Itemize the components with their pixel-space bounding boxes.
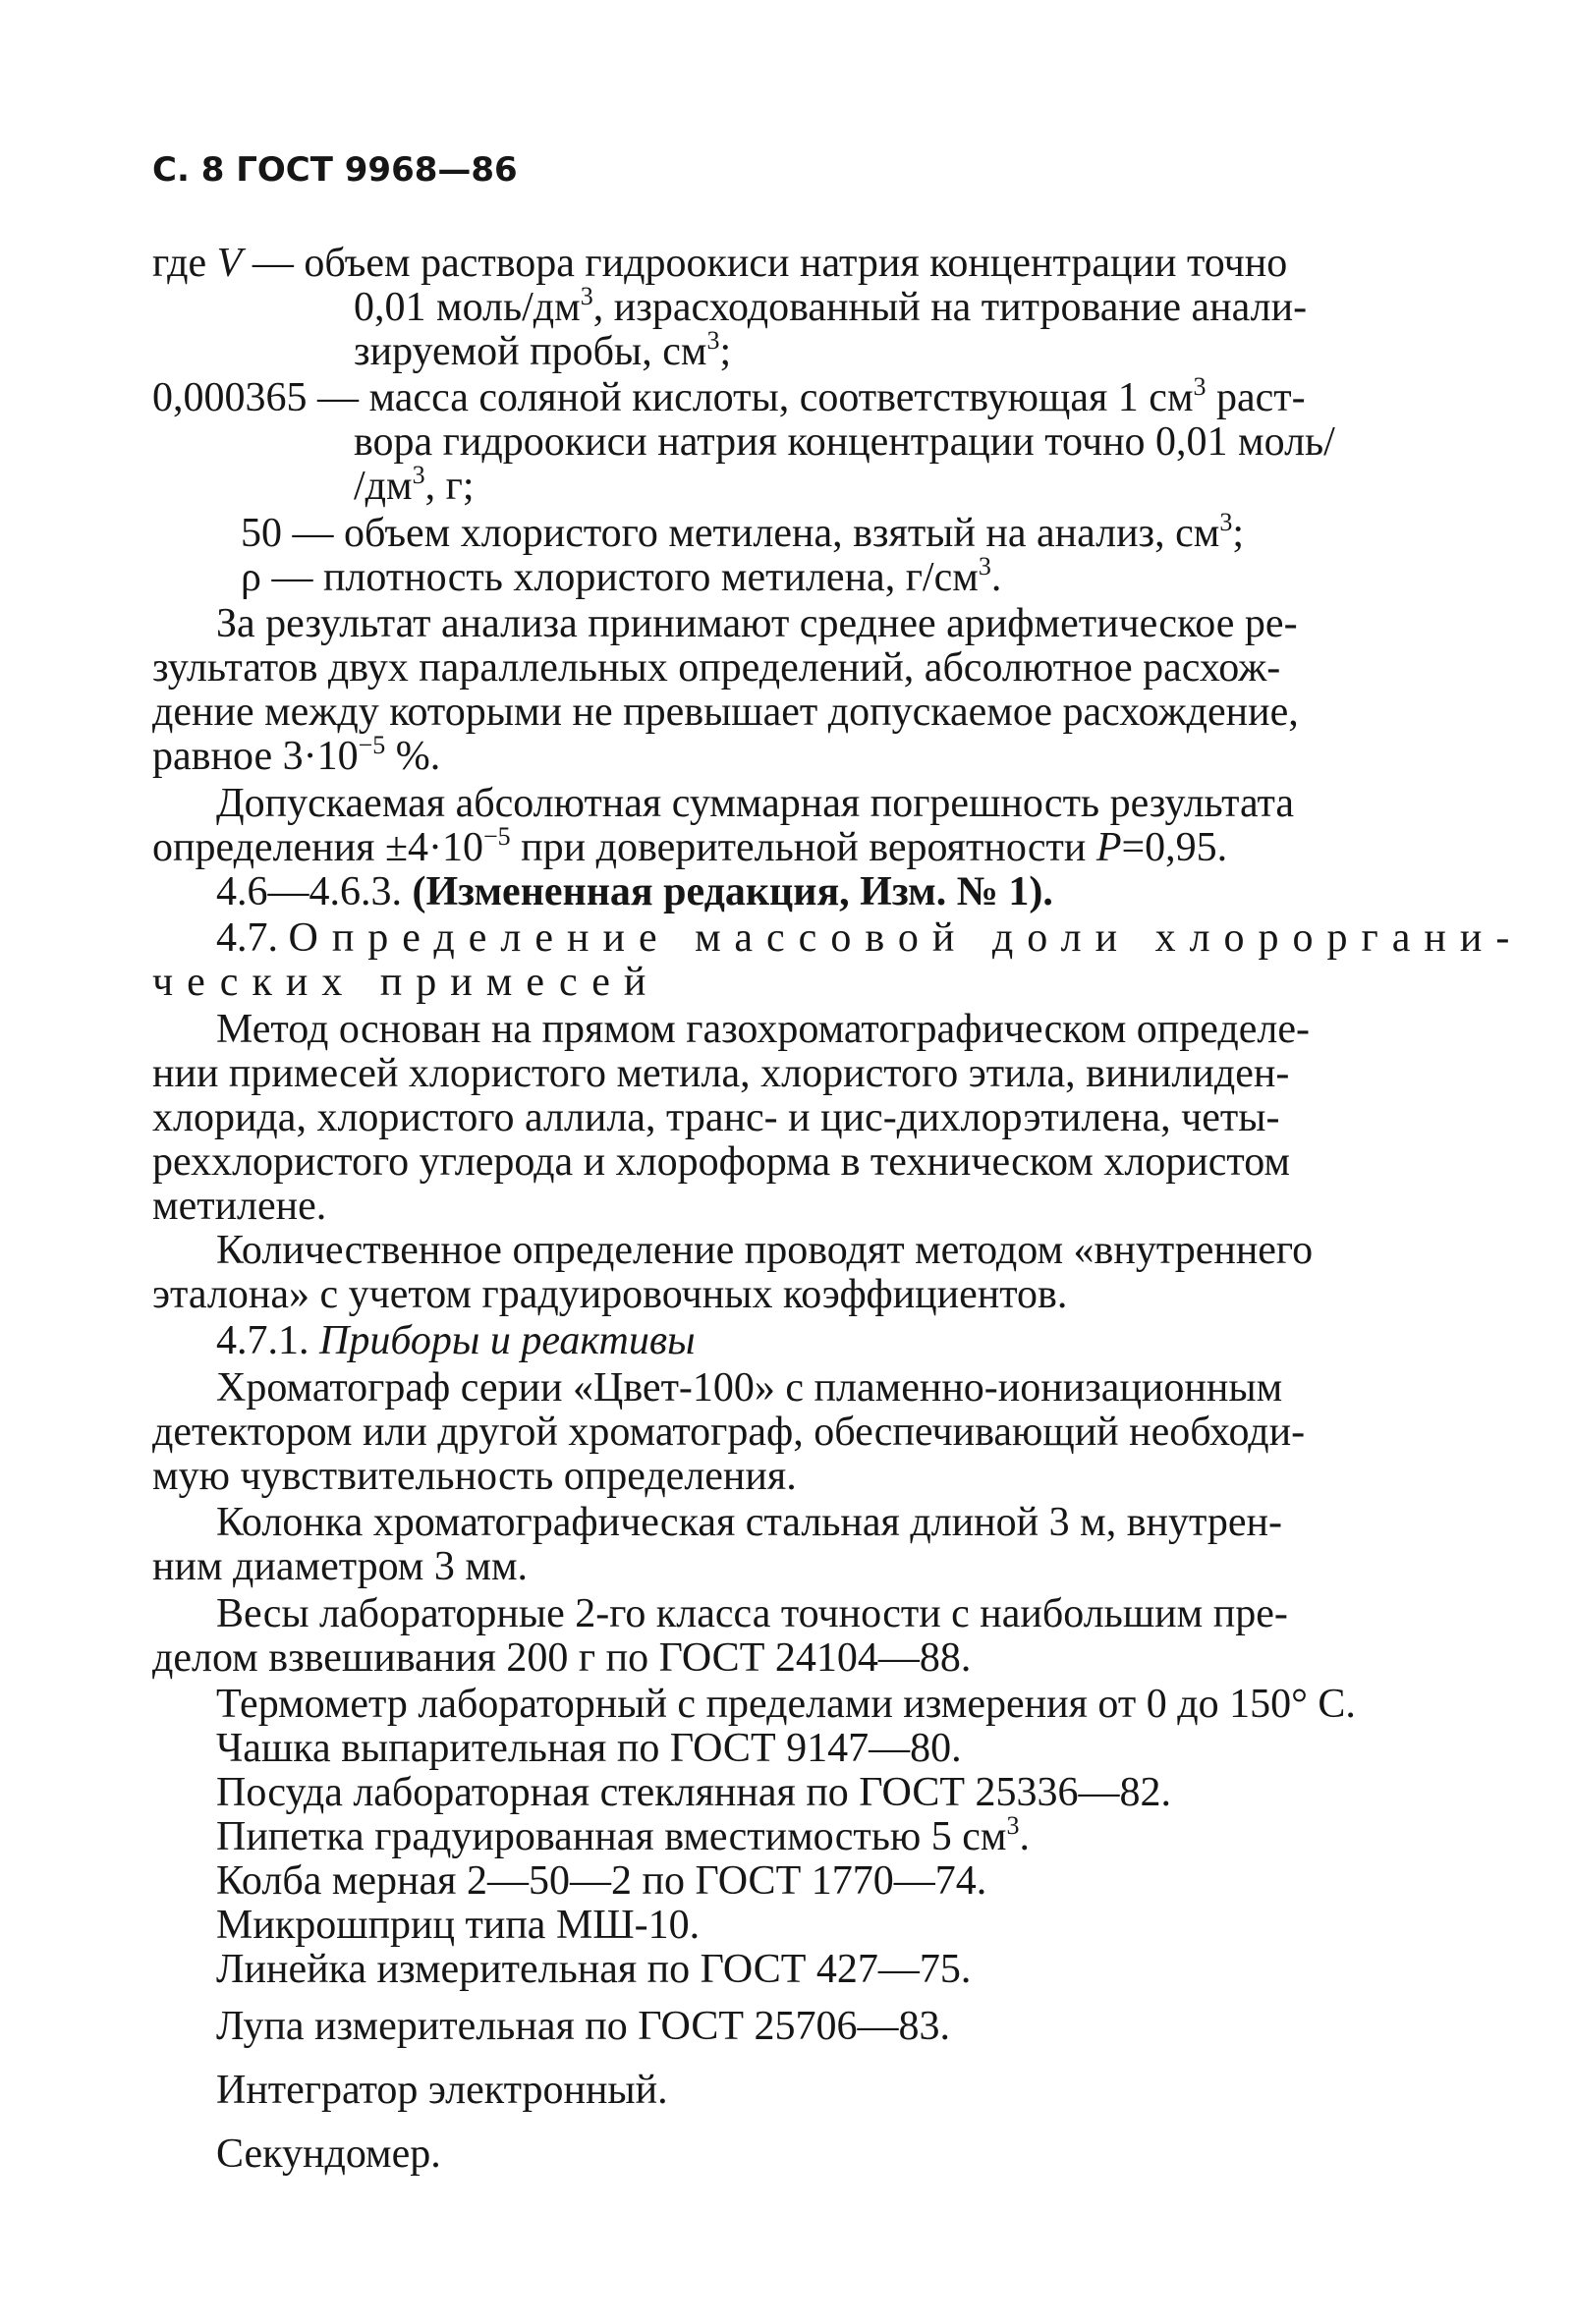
superscript: 3 — [580, 282, 593, 310]
legend-v-text: — объем раствора гидроокиси натрия концентрации точно — [242, 241, 1288, 286]
superscript: −5 — [482, 822, 511, 851]
legend-text: , г; — [424, 464, 475, 509]
subsection-heading — [216, 1318, 696, 1363]
legend-const-line-2: вора гидроокиси натрия концентрации точно 0,01 моль/ — [354, 419, 1335, 465]
legend-text: /дм — [354, 464, 413, 509]
equipment-text: Пипетка градуированная вместимостью 5 см — [216, 1814, 1007, 1859]
equipment-chromatograph-line-1: Хроматограф серии «Цвет-100» с пламенно-ионизационным — [216, 1365, 1283, 1411]
legend-text: раст- — [1206, 375, 1306, 420]
page-header: С. 8 ГОСТ 9968—86 — [152, 150, 518, 190]
error-paragraph-line-1: Допускаемая абсолютная суммарная погрешность результата — [216, 781, 1295, 826]
equipment-thermometer: Термометр лабораторный с пределами измерения от 0 до 150° С. — [216, 1682, 1356, 1727]
equipment-text: . — [1019, 1814, 1030, 1859]
equipment-chromatograph-line-2: детектором или другой хроматограф, обеспечивающий необходи- — [152, 1410, 1306, 1455]
quant-paragraph-line-2: эталона» с учетом градуировочных коэффициентов. — [152, 1272, 1068, 1317]
method-paragraph-line-3: хлорида, хлористого аллила, транс- и цис-дихлорэтилена, четы- — [152, 1095, 1280, 1140]
error-paragraph-line-2 — [152, 822, 1228, 870]
superscript: 3 — [1219, 508, 1233, 536]
equipment-scales-line-1: Весы лабораторные 2-го класса точности с наибольшим пре- — [216, 1591, 1288, 1636]
equipment-scales-line-2: делом взвешивания 200 г по ГОСТ 24104—88. — [152, 1635, 972, 1681]
section-heading-line-2: ческих примесей — [152, 960, 660, 1005]
revision-range: 4.6—4.6.3. — [216, 869, 413, 914]
revision-label: (Измененная редакция, Изм. № 1). — [412, 869, 1053, 914]
equipment-column-line-2: ним диаметром 3 мм. — [152, 1544, 529, 1589]
legend-const-line-3 — [354, 461, 475, 509]
probability-symbol: P — [1095, 825, 1122, 870]
superscript: −5 — [358, 731, 386, 759]
equipment-chromatograph-line-3: мую чувствительность определения. — [152, 1454, 797, 1499]
superscript: 3 — [412, 461, 425, 489]
legend-fifty-line — [241, 508, 1245, 556]
equipment-column-line-1: Колонка хроматографическая стальная длиной 3 м, внутрен- — [216, 1500, 1282, 1545]
equipment-microsyringe: Микрошприц типа МШ-10. — [216, 1903, 701, 1948]
method-paragraph-line-5: метилене. — [152, 1184, 327, 1229]
legend-v-symbol: V — [216, 241, 243, 286]
equipment-ruler: Линейка измерительная по ГОСТ 427—75. — [216, 1947, 972, 1992]
paragraph-text: при доверительной вероятности — [510, 825, 1096, 870]
superscript: 3 — [978, 552, 991, 581]
paragraph-text: равное 3·10 — [152, 734, 359, 779]
equipment-pipette — [216, 1811, 1030, 1859]
legend-v-line-1 — [152, 241, 1287, 286]
superscript: 3 — [1006, 1811, 1020, 1840]
quant-paragraph-line-1: Количественное определение проводят методом «внутреннего — [216, 1228, 1314, 1273]
revision-note — [216, 869, 1053, 914]
method-paragraph-line-1: Метод основан на прямом газохроматографическом определе- — [216, 1007, 1310, 1052]
legend-v-line-3 — [354, 326, 732, 374]
equipment-loupe: Лупа измерительная по ГОСТ 25706—83. — [216, 2004, 950, 2049]
subsection-number: 4.7.1. — [216, 1318, 319, 1363]
legend-rho-line — [241, 552, 1002, 600]
superscript: 3 — [706, 326, 720, 355]
equipment-volumetric-flask: Колба мерная 2—50—2 по ГОСТ 1770—74. — [216, 1858, 987, 1904]
method-paragraph-line-4: реххлористого углерода и хлороформа в техническом хлористом — [152, 1139, 1290, 1185]
paragraph-text: =0,95. — [1121, 825, 1228, 870]
legend-text: 0,01 моль/дм — [354, 285, 581, 330]
result-paragraph-line-2: зультатов двух параллельных определений, абсолютное расхож- — [152, 645, 1281, 691]
section-title: Определение массовой доли хлороргани- — [288, 915, 1524, 961]
legend-v-line-2 — [354, 282, 1308, 330]
section-heading-line-1 — [216, 915, 1523, 961]
equipment-glassware: Посуда лабораторная стеклянная по ГОСТ 25336—82. — [216, 1770, 1172, 1815]
paragraph-text: %. — [385, 734, 441, 779]
legend-text: ; — [1232, 511, 1245, 556]
subsection-title: Приборы и реактивы — [319, 1318, 696, 1363]
equipment-integrator: Интегратор электронный. — [216, 2068, 668, 2113]
legend-text: . — [990, 555, 1002, 600]
legend-text: зируемой пробы, см — [354, 329, 707, 374]
paragraph-text: определения ±4·10 — [152, 825, 483, 870]
equipment-stopwatch: Секундомер. — [216, 2131, 441, 2177]
legend-const-line-1 — [152, 372, 1306, 420]
legend-text: , израсходованный на титрование анали- — [592, 285, 1308, 330]
result-paragraph-line-4 — [152, 731, 441, 779]
result-paragraph-line-3: дение между которыми не превышает допускаемое расхождение, — [152, 690, 1299, 735]
legend-text: ; — [719, 329, 732, 374]
legend-text: 0,000365 — масса соляной кислоты, соответствующая 1 см — [152, 375, 1194, 420]
superscript: 3 — [1193, 372, 1207, 401]
legend-v-prefix: где — [152, 241, 217, 286]
result-paragraph-line-1: За результат анализа принимают среднее арифметическое ре- — [216, 601, 1298, 646]
legend-text: 50 — объем хлористого метилена, взятый на анализ, см — [241, 511, 1220, 556]
method-paragraph-line-2: нии примесей хлористого метила, хлористого этила, винилиден- — [152, 1051, 1290, 1096]
section-number: 4.7. — [216, 915, 278, 961]
equipment-evaporating-cup: Чашка выпарительная по ГОСТ 9147—80. — [216, 1726, 962, 1771]
legend-text: ρ — плотность хлористого метилена, г/см — [241, 555, 979, 600]
